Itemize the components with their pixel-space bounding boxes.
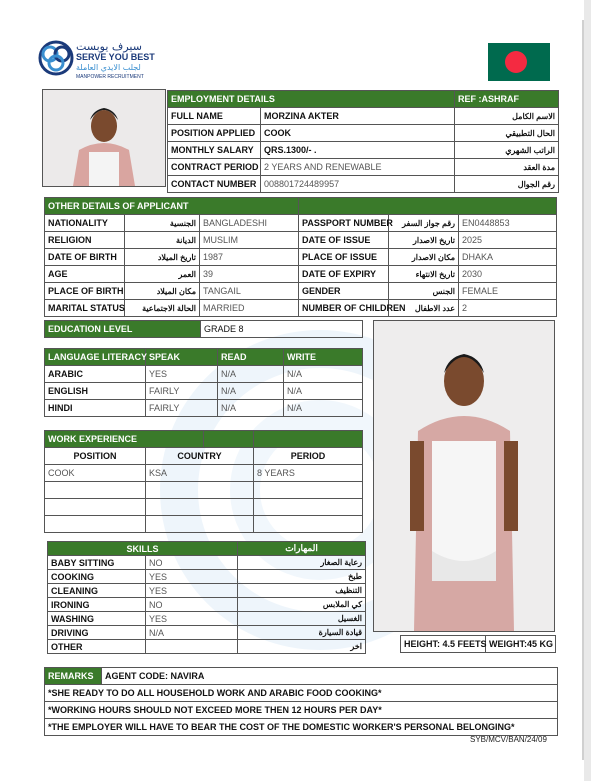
table-row	[45, 465, 363, 482]
table-row	[48, 584, 366, 598]
skill-ar: اخر	[238, 640, 366, 654]
expiry-label: DATE OF EXPIRY	[299, 266, 389, 283]
dob-label: DATE OF BIRTH	[45, 249, 125, 266]
table-row	[45, 249, 557, 266]
skill-ar: كي الملابس	[238, 598, 366, 612]
language-write: N/A	[284, 400, 363, 417]
education-value: GRADE 8	[201, 321, 363, 338]
age-value: 39	[200, 266, 299, 283]
marital-value: MARRIED	[200, 300, 299, 317]
remark-line: *WORKING HOURS SHOULD NOT EXCEED MORE THEN 12 HOURS PER DAY*	[45, 702, 558, 719]
passport-label: PASSPORT NUMBER	[299, 215, 389, 232]
language-table	[44, 348, 363, 417]
age-label: AGE	[45, 266, 125, 283]
read-header: READ	[218, 349, 284, 366]
skill-label: CLEANING	[48, 584, 146, 598]
passport-value: EN0448853	[459, 215, 557, 232]
skill-ar: قيادة السيارة	[238, 626, 366, 640]
gender-label: GENDER	[299, 283, 389, 300]
table-row	[168, 159, 559, 176]
remarks-table	[44, 667, 558, 736]
religion-ar: الديانة	[125, 232, 200, 249]
table-row	[45, 383, 363, 400]
dob-value: 1987	[200, 249, 299, 266]
contact-ar: رقم الجوال	[455, 176, 559, 193]
language-name: ARABIC	[45, 366, 146, 383]
salary-label: MONTHLY SALARY	[168, 142, 261, 159]
table-row	[45, 266, 557, 283]
position-ar: الحال التطبيقي	[455, 125, 559, 142]
language-write: N/A	[284, 383, 363, 400]
contact-label: CONTACT NUMBER	[168, 176, 261, 193]
logo-name: SERVE YOU BEST	[76, 52, 155, 62]
table-row	[45, 516, 363, 533]
applicant-figure-small	[43, 90, 165, 186]
skills-header-ar: المهارات	[238, 542, 366, 556]
education-table	[44, 320, 363, 338]
ref-label: REF :ASHRAF	[455, 91, 559, 108]
skills-header: SKILLS	[48, 542, 238, 556]
skill-ar: رعاية الصغار	[238, 556, 366, 570]
position-value: COOK	[261, 125, 455, 142]
country-col: COUNTRY	[146, 448, 254, 465]
marital-ar: الحالة الاجتماعية	[125, 300, 200, 317]
page-edge	[584, 0, 591, 781]
logo-arabic: سيرف يوبست	[76, 40, 142, 53]
language-name: HINDI	[45, 400, 146, 417]
language-header: LANGUAGE LITERACY	[45, 349, 146, 366]
table-row	[48, 626, 366, 640]
weight-value: WEIGHT:45 KG	[486, 636, 556, 653]
employment-header: EMPLOYMENT DETAILS	[168, 91, 455, 108]
skill-value: NO	[146, 598, 238, 612]
language-name: ENGLISH	[45, 383, 146, 400]
table-row	[168, 108, 559, 125]
children-value: 2	[459, 300, 557, 317]
gender-value: FEMALE	[459, 283, 557, 300]
nationality-ar: الجنسية	[125, 215, 200, 232]
table-row	[45, 685, 558, 702]
table-row	[48, 570, 366, 584]
skill-label: COOKING	[48, 570, 146, 584]
table-row	[48, 640, 366, 654]
applicant-photo-large	[373, 320, 555, 632]
remarks-label: REMARKS	[45, 668, 102, 685]
table-row	[48, 598, 366, 612]
skill-value: NO	[146, 556, 238, 570]
table-row	[168, 142, 559, 159]
height-value: HEIGHT: 4.5 FEETS	[401, 636, 486, 653]
birth-place-ar: مكان الميلاد	[125, 283, 200, 300]
bangladesh-flag-icon	[488, 43, 550, 81]
table-row	[45, 482, 363, 499]
logo-arabic-sub: لجلب الايدي العاملة	[76, 63, 141, 72]
skill-label: DRIVING	[48, 626, 146, 640]
contract-ar: مدة العقد	[455, 159, 559, 176]
skill-ar: طبخ	[238, 570, 366, 584]
table-row	[45, 232, 557, 249]
full-name-label: FULL NAME	[168, 108, 261, 125]
passport-ar: رقم جواز السفر	[389, 215, 459, 232]
work-period: 8 YEARS	[254, 465, 363, 482]
table-row	[48, 556, 366, 570]
work-header: WORK EXPERIENCE	[45, 431, 204, 448]
issue-date-label: DATE OF ISSUE	[299, 232, 389, 249]
language-read: N/A	[218, 400, 284, 417]
age-ar: العمر	[125, 266, 200, 283]
applicant-details-table	[44, 197, 557, 317]
table-row	[45, 400, 363, 417]
contract-label: CONTRACT PERIOD	[168, 159, 261, 176]
gender-ar: الجنس	[389, 283, 459, 300]
applicant-header: OTHER DETAILS OF APPLICANT	[45, 198, 299, 215]
table-row	[168, 125, 559, 142]
company-logo	[38, 40, 168, 84]
applicant-figure-large	[374, 321, 554, 631]
language-speak: FAIRLY	[146, 400, 218, 417]
work-position: COOK	[45, 465, 146, 482]
language-speak: YES	[146, 366, 218, 383]
table-row	[45, 366, 363, 383]
table-row	[45, 300, 557, 317]
language-write: N/A	[284, 366, 363, 383]
measurements-table	[400, 635, 556, 653]
full-name-ar: الاسم الكامل	[455, 108, 559, 125]
company-logo-icon	[38, 40, 74, 76]
issue-place-ar: مكان الاصدار	[389, 249, 459, 266]
skill-value: YES	[146, 612, 238, 626]
dob-ar: تاريخ الميلاد	[125, 249, 200, 266]
remark-line: *THE EMPLOYER WILL HAVE TO BEAR THE COST OF THE DOMESTIC WORKER'S PERSONAL BELONGING*	[45, 719, 558, 736]
skill-label: IRONING	[48, 598, 146, 612]
religion-value: MUSLIM	[200, 232, 299, 249]
language-speak: FAIRLY	[146, 383, 218, 400]
work-header-right	[254, 431, 363, 448]
table-row	[45, 702, 558, 719]
expiry-value: 2030	[459, 266, 557, 283]
skill-value: YES	[146, 584, 238, 598]
full-name-value: MORZINA AKTER	[261, 108, 455, 125]
table-row	[45, 215, 557, 232]
table-row	[45, 499, 363, 516]
table-row	[48, 612, 366, 626]
applicant-photo-small	[42, 89, 166, 187]
skill-ar: التنظيف	[238, 584, 366, 598]
speak-header: SPEAK	[146, 349, 218, 366]
skill-value	[146, 640, 238, 654]
contact-value: 008801724489957	[261, 176, 455, 193]
skill-value: YES	[146, 570, 238, 584]
salary-ar: الراتب الشهري	[455, 142, 559, 159]
write-header: WRITE	[284, 349, 363, 366]
skill-ar: الغسيل	[238, 612, 366, 626]
expiry-ar: تاريخ الانتهاء	[389, 266, 459, 283]
birth-place-value: TANGAIL	[200, 283, 299, 300]
skill-label: BABY SITTING	[48, 556, 146, 570]
skills-table	[47, 541, 366, 654]
period-col: PERIOD	[254, 448, 363, 465]
table-row	[168, 176, 559, 193]
religion-label: RELIGION	[45, 232, 125, 249]
footer-code: SYB/MCV/BAN/24/09	[470, 735, 547, 744]
work-country: KSA	[146, 465, 254, 482]
marital-label: MARITAL STATUS	[45, 300, 125, 317]
contract-value: 2 YEARS AND RENEWABLE	[261, 159, 455, 176]
skill-value: N/A	[146, 626, 238, 640]
work-experience-table	[44, 430, 363, 533]
issue-date-value: 2025	[459, 232, 557, 249]
position-col: POSITION	[45, 448, 146, 465]
salary-value: QRS.1300/- .	[261, 142, 455, 159]
logo-tag: MANPOWER RECRUITMENT	[76, 74, 144, 80]
applicant-header-right	[299, 198, 557, 215]
children-label: NUMBER OF CHILDREN	[299, 300, 389, 317]
work-header-mid	[204, 431, 254, 448]
skill-label: OTHER	[48, 640, 146, 654]
children-ar: عدد الاطفال	[389, 300, 459, 317]
skill-label: WASHING	[48, 612, 146, 626]
nationality-label: NATIONALITY	[45, 215, 125, 232]
page-edge-line	[582, 20, 584, 760]
language-read: N/A	[218, 366, 284, 383]
language-read: N/A	[218, 383, 284, 400]
table-row	[45, 719, 558, 736]
agent-code: AGENT CODE: NAVIRA	[102, 668, 558, 685]
issue-place-label: PLACE OF ISSUE	[299, 249, 389, 266]
education-label: EDUCATION LEVEL	[45, 321, 201, 338]
issue-place-value: DHAKA	[459, 249, 557, 266]
remark-line: *SHE READY TO DO ALL HOUSEHOLD WORK AND ARABIC FOOD COOKING*	[45, 685, 558, 702]
issue-date-ar: تاريخ الاصدار	[389, 232, 459, 249]
table-row	[45, 283, 557, 300]
nationality-value: BANGLADESHI	[200, 215, 299, 232]
position-label: POSITION APPLIED	[168, 125, 261, 142]
birth-place-label: PLACE OF BIRTH	[45, 283, 125, 300]
employment-details-table	[167, 90, 559, 193]
